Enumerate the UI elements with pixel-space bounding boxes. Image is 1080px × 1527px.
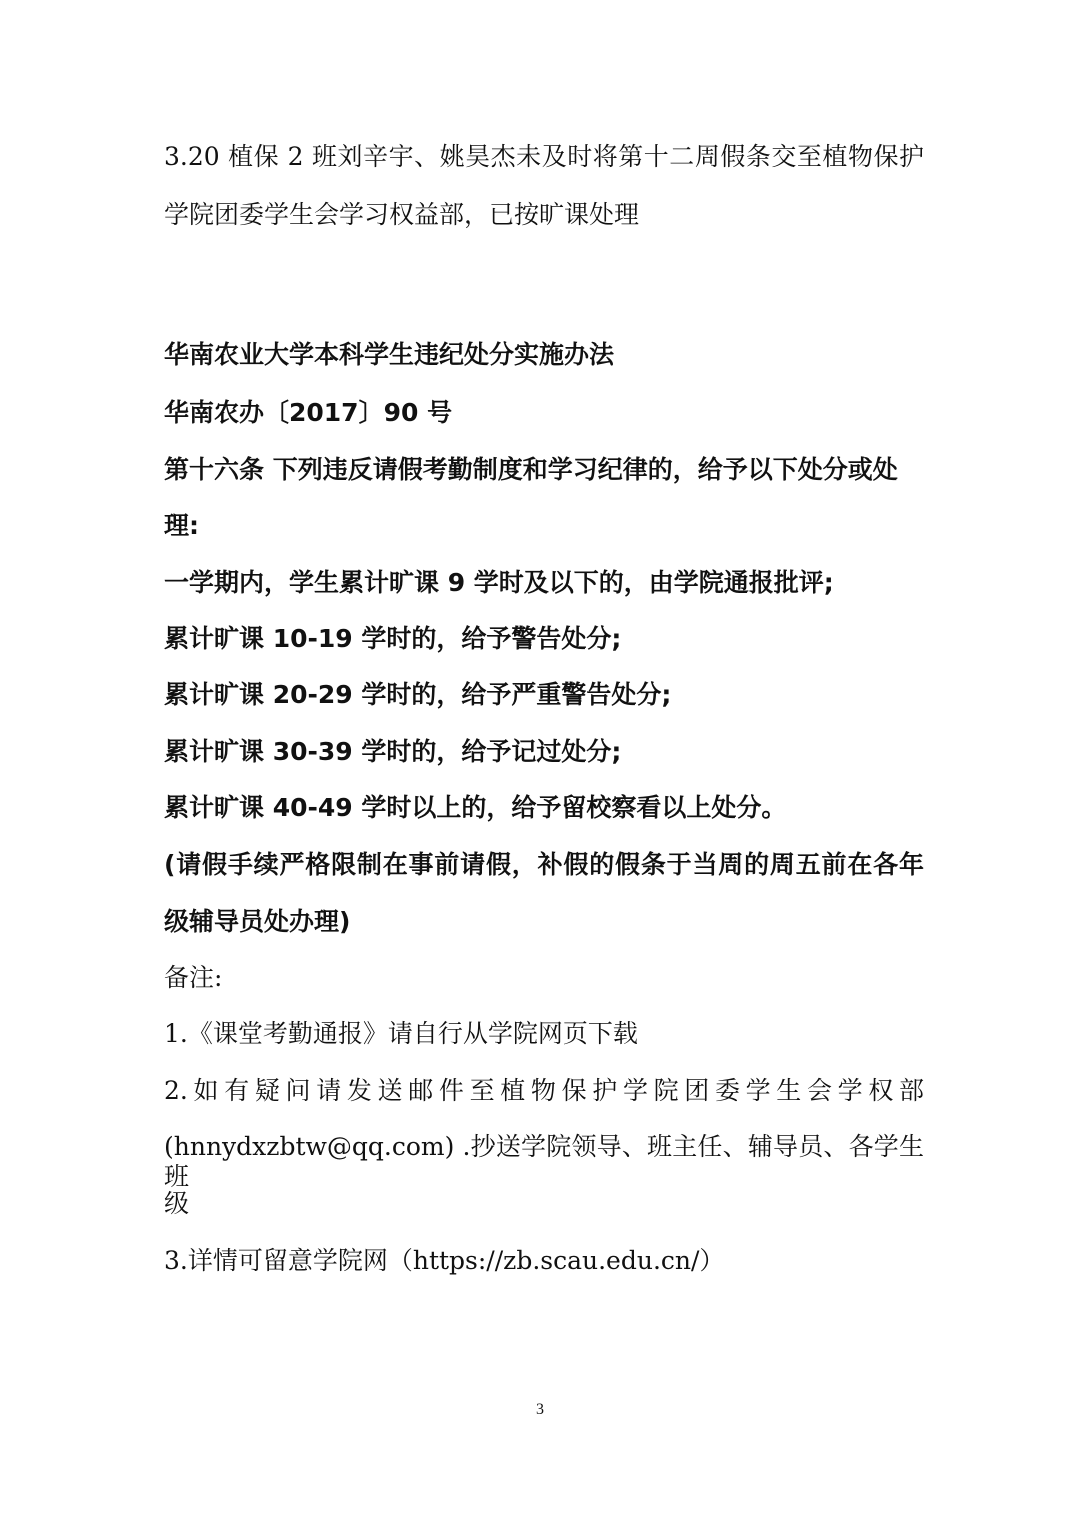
remark-item-1: 1.《课堂考勤通报》请自行从学院网页下载 bbox=[164, 1019, 638, 1048]
penalty-item: 累计旷课 20-29 学时的，给予严重警告处分; bbox=[164, 680, 672, 709]
remarks-heading: 备注: bbox=[164, 963, 223, 992]
penalty-item: 累计旷课 10-19 学时的，给予警告处分; bbox=[164, 624, 622, 653]
page-number: 3 bbox=[536, 1401, 544, 1418]
penalty-item: 累计旷课 40-49 学时以上的，给予留校察看以上处分。 bbox=[164, 793, 787, 822]
leave-note-line-1: (请假手续严格限制在事前请假，补假的假条于当周的周五前在各年 bbox=[164, 850, 924, 879]
leave-note-line-2: 级辅导员处办理) bbox=[164, 907, 351, 936]
notice-line-1: 3.20 植保 2 班刘辛宇、姚昊杰未及时将第十二周假条交至植物保护 bbox=[164, 142, 924, 171]
remark-item-2-line-1: 2.如有疑问请发送邮件至植物保护学院团委学生会学权部 bbox=[164, 1076, 924, 1105]
remark-item-2-line-3: 级 bbox=[164, 1189, 190, 1218]
remark-item-3: 3.详情可留意学院网（https://zb.scau.edu.cn/） bbox=[164, 1246, 725, 1275]
regulation-doc-number: 华南农办〔2017〕90 号 bbox=[164, 398, 453, 427]
regulation-title: 华南农业大学本科学生违纪处分实施办法 bbox=[164, 340, 615, 369]
penalty-item: 累计旷课 30-39 学时的，给予记过处分; bbox=[164, 737, 622, 766]
notice-line-2: 学院团委学生会学习权益部，已按旷课处理 bbox=[164, 200, 640, 229]
article-16-line-2: 理: bbox=[164, 511, 199, 540]
article-16-line-1: 第十六条 下列违反请假考勤制度和学习纪律的，给予以下处分或处 bbox=[164, 455, 898, 484]
penalty-item: 一学期内，学生累计旷课 9 学时及以下的，由学院通报批评; bbox=[164, 568, 834, 597]
remark-item-2-line-2: (hnnydxzbtw@qq.com) .抄送学院领导、班主任、辅导员、各学生班 bbox=[164, 1132, 924, 1191]
